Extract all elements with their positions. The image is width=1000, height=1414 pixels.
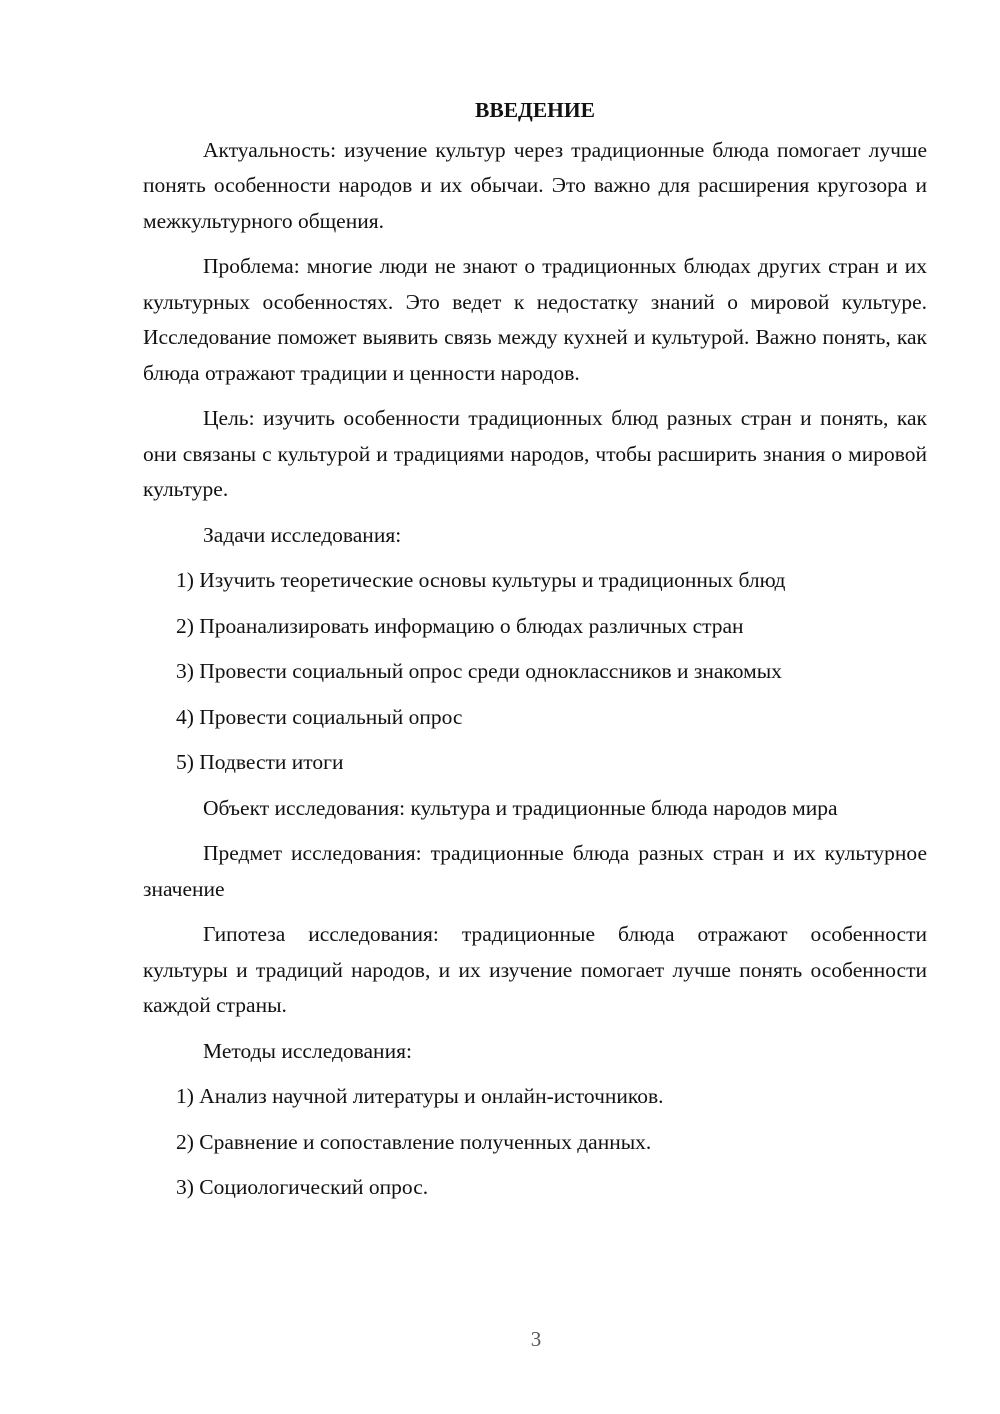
page-title: ВВЕДЕНИЕ — [475, 98, 595, 122]
task-item: 3) Провести социальный опрос среди одноклассников и знакомых — [176, 659, 782, 683]
method-item: 3) Социологический опрос. — [176, 1175, 429, 1199]
subject-paragraph: Предмет исследования: традиционные блюда разных стран и их культурное значение — [143, 841, 927, 901]
task-item: 4) Провести социальный опрос — [176, 704, 463, 729]
problem-paragraph: Проблема: многие люди не знают о традиционных блюдах других стран и их культурных особенностях. Это ведет к недостатку знаний о мировой культуре. Исследование поможет выявить связь между кухней и культурой. Важно понять, как блюда отражают традиции и ценности народов. — [143, 254, 927, 385]
task-item: 1) Изучить теоретические основы культуры и традиционных блюд — [176, 568, 786, 592]
methods-heading: Методы исследования: — [203, 1038, 412, 1063]
tasks-list — [143, 563, 927, 781]
document-body — [143, 93, 927, 1216]
hypothesis-paragraph: Гипотеза исследования: традиционные блюда отражают особенности культуры и традиций народов, и их изучение помогает лучше понять особенности каждой страны. — [143, 922, 927, 1017]
goal-paragraph: Цель: изучить особенности традиционных блюд разных стран и понять, как они связаны с культурой и традициями народов, чтобы расширить знания о мировой культуре. — [143, 406, 927, 501]
method-item: 1) Анализ научной литературы и онлайн-источников. — [176, 1084, 664, 1108]
relevance-paragraph: Актуальность: изучение культур через традиционные блюда помогает лучше понять особенности народов и их обычаи. Это важно для расширения кругозора и межкультурного общения. — [143, 137, 927, 233]
page-number: 3 — [530, 1327, 542, 1351]
object-paragraph: Объект исследования: культура и традиционные блюда народов мира — [203, 795, 838, 820]
methods-list — [143, 1079, 927, 1206]
method-item: 2) Сравнение и сопоставление полученных данных. — [176, 1129, 652, 1154]
task-item: 5) Подвести итоги — [176, 750, 344, 774]
tasks-heading: Задачи исследования: — [203, 522, 402, 547]
task-item: 2) Проанализировать информацию о блюдах различных стран — [176, 613, 744, 638]
